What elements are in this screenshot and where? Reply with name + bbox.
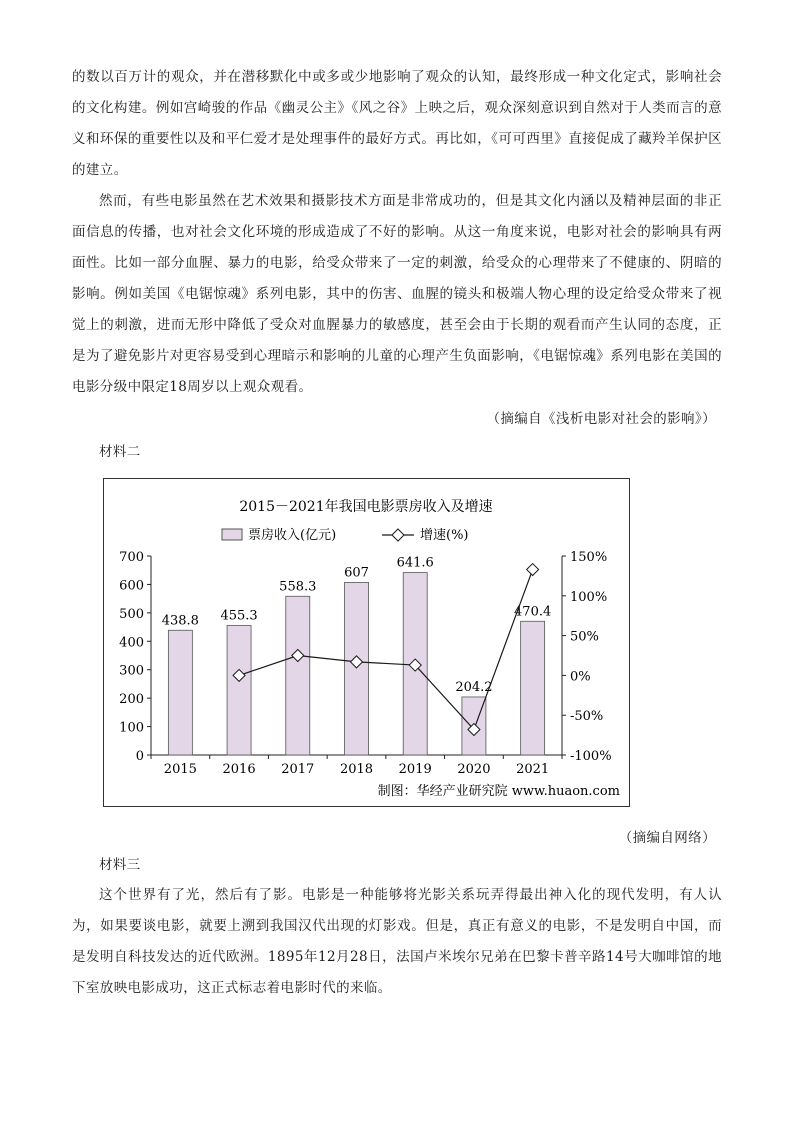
y-right-tick-label: 150%: [570, 550, 608, 565]
x-tick-label: 2016: [222, 762, 256, 777]
chart-note: 制图：华经产业研究院 www.huaon.com: [377, 784, 620, 799]
box-office-chart: [103, 478, 630, 807]
y-left-tick-label: 200: [119, 692, 144, 708]
y-left-tick-label: 500: [119, 606, 144, 622]
bar: [168, 630, 192, 755]
bar-value-label: 455.3: [220, 608, 258, 624]
y-right-tick-label: 0%: [570, 669, 591, 685]
y-left-tick-label: 700: [119, 550, 144, 565]
x-tick-label: 2015: [163, 762, 197, 777]
material3-paragraph-1: 这个世界有了光，然后有了影。电影是一种能够将光影关系玩弄得最出神入化的现代发明，有人认为，如果要谈电影，就要上溯到我国汉代出现的灯影戏。但是，真正有意义的电影，不是发明自中国，而是发明自科技发达的近代欧洲。1895年12月28日，法国卢米埃尔兄弟在巴黎卡普辛路14号大咖啡馆的地下室放映电影成功，这正式标志着电影时代的来临。: [72, 887, 722, 996]
bar-value-label: 641.6: [396, 555, 434, 571]
material3-heading: 材料三: [99, 857, 141, 873]
material1-paragraph-2: 然而，有些电影虽然在艺术效果和摄影技术方面是非常成功的，但是其文化内涵以及精神层面的非正面信息的传播，也对社会文化环境的形成造成了不好的影响。从这一角度来说，电影对社会的影响具有两面性。比如一部分血腥、暴力的电影，给受众带来了一定的刺激，给受众的心理带来了不健康的、阴暗的影响。例如美国《电锯惊魂》系列电影，其中的伤害、血腥的镜头和极端人物心理的设定给受众带来了视觉上的刺激，进而无形中降低了受众对血腥暴力的敏感度，甚至会由于长期的观看而产生认同的态度，正是为了避免影片对更容易受到心理暗示和影响的儿童的心理产生负面影响，《电锯惊魂》系列电影在美国的电影分级中限定18周岁以上观众观看。: [72, 193, 722, 395]
bar: [345, 582, 369, 755]
material2-heading: 材料二: [99, 444, 141, 460]
y-right-tick-label: 100%: [570, 589, 608, 605]
bar: [521, 621, 545, 755]
x-tick-label: 2018: [339, 762, 374, 777]
legend-bar-swatch: [222, 529, 242, 540]
bar-value-label: 470.4: [514, 604, 552, 620]
chart-title: 2015－2021年我国电影票房收入及增速: [239, 499, 493, 515]
bar-value-label: 558.3: [279, 579, 317, 595]
plot-area: [119, 550, 611, 777]
y-left-tick-label: 600: [119, 578, 144, 594]
x-tick-label: 2019: [398, 762, 432, 777]
material1-source: （摘编自《浅析电影对社会的影响》）: [486, 411, 716, 427]
chart-legend: [222, 527, 469, 543]
x-tick-label: 2017: [281, 762, 315, 777]
chart-svg: [104, 479, 629, 806]
bar-value-label: 607: [344, 565, 369, 581]
material1-paragraph-1: 的数以百万计的观众，并在潜移默化中或多或少地影响了观众的认知，最终形成一种文化定式，影响社会的文化构建。例如宫崎骏的作品《幽灵公主》《风之谷》上映之后，观众深刻意识到自然对于人类而言的意义和环保的重要性以及和平仁爱才是处理事件的最好方式。再比如，《可可西里》直接促成了藏羚羊保护区的建立。: [72, 69, 722, 178]
x-tick-label: 2021: [516, 762, 550, 777]
growth-point-diamond: [527, 564, 539, 576]
x-tick-label: 2020: [457, 762, 491, 777]
y-left-tick-label: 100: [119, 720, 144, 736]
y-right-tick-label: -50%: [570, 709, 604, 725]
y-left-tick-label: 400: [119, 635, 144, 651]
bar: [286, 596, 310, 755]
y-left-tick-label: 300: [119, 663, 144, 679]
y-right-tick-label: 50%: [570, 629, 599, 645]
legend-line-label: 增速(%): [420, 528, 469, 543]
bar-value-label: 438.8: [161, 613, 199, 629]
bar: [227, 626, 251, 755]
y-left-tick-label: 0: [135, 749, 144, 764]
bar-value-label: 204.2: [455, 679, 493, 695]
y-right-tick-label: -100%: [570, 749, 612, 764]
legend-diamond-icon: [392, 529, 404, 541]
legend-bar-label: 票房收入(亿元): [248, 528, 337, 543]
material2-source: （摘编自网络）: [618, 830, 716, 846]
